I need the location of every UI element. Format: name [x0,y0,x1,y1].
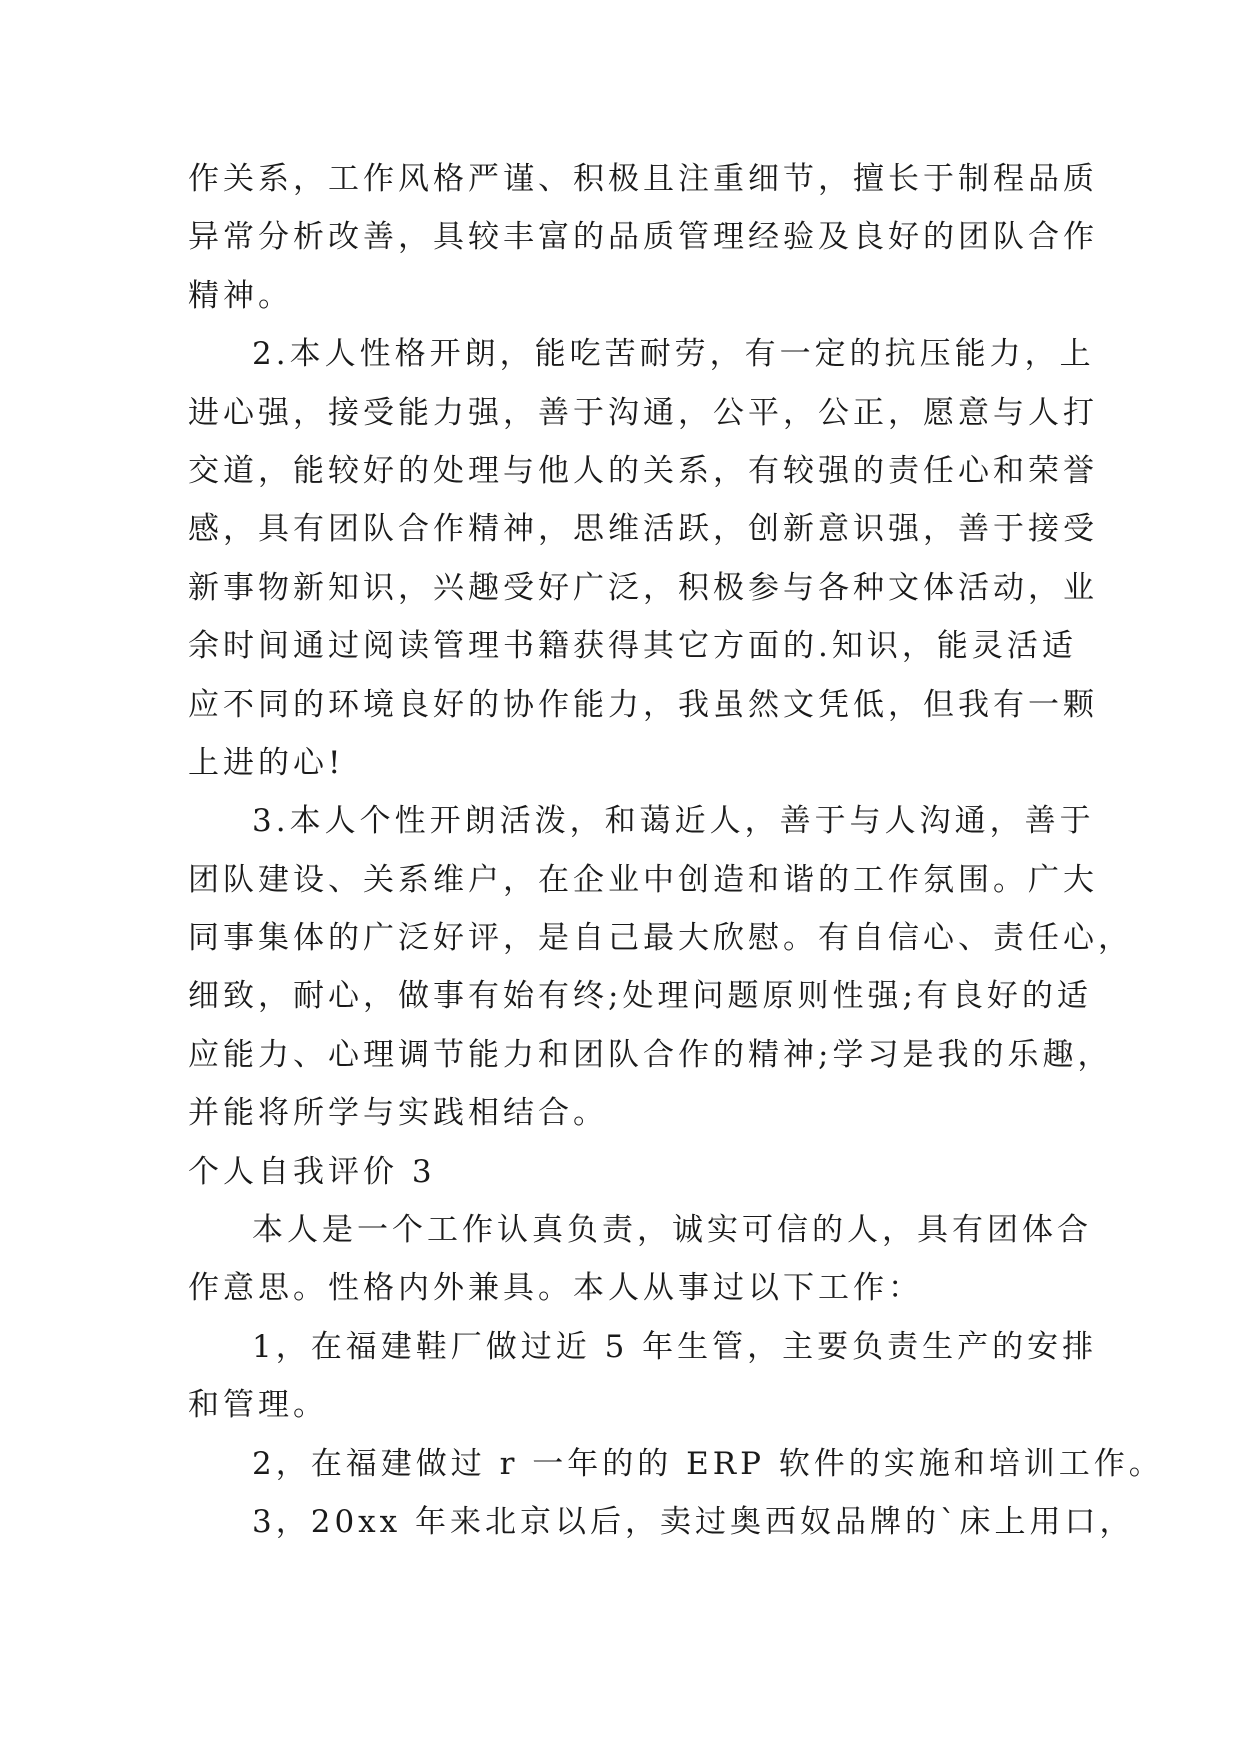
paragraph-line: 2.本人性格开朗，能吃苦耐劳，有一定的抗压能力，上 [252,336,1095,373]
paragraph-line: 2，在福建做过 r 一年的的 ERP 软件的实施和培训工作。 [252,1445,1164,1482]
paragraph-line: 作意思。性格内外兼具。本人从事过以下工作： [188,1270,923,1307]
paragraph-line: 本人是一个工作认真负责，诚实可信的人，具有团体合 [252,1212,1092,1249]
paragraph-line: 3.本人个性开朗活泼，和蔼近人，善于与人沟通，善于 [252,803,1095,840]
paragraph-line: 团队建设、关系维户，在企业中创造和谐的工作氛围。广大 [188,861,1098,898]
paragraph-line: 精神。 [188,277,293,314]
paragraph-line: 和管理。 [188,1387,328,1424]
paragraph-line: 作关系，工作风格严谨、积极且注重细节，擅长于制程品质 [188,161,1098,197]
paragraph-line: 细致，耐心，做事有始有终;处理问题原则性强;有良好的适 [188,978,1092,1015]
paragraph-line: 新事物新知识，兴趣受好广泛，积极参与各种文体活动，业 [188,569,1098,606]
paragraph-line: 同事集体的广泛好评，是自己最大欣慰。有自信心、责任心， [188,920,1133,957]
paragraph-line: 应不同的环境良好的协作能力，我虽然文凭低，但我有一颗 [188,686,1098,723]
paragraph-line: 感，具有团队合作精神，思维活跃，创新意识强，善于接受 [188,511,1098,548]
paragraph-line: 1，在福建鞋厂做过近 5 年生管，主要负责生产的安排 [252,1328,1098,1365]
paragraph-line: 余时间通过阅读管理书籍获得其它方面的.知识，能灵活适 [188,628,1077,665]
paragraph-line: 上进的心! [188,744,345,781]
document-body [188,150,1164,1551]
paragraph-line: 应能力、心理调节能力和团队合作的精神;学习是我的乐趣， [188,1036,1113,1073]
paragraph-line: 异常分析改善，具较丰富的品质管理经验及良好的团队合作 [188,219,1098,256]
section-heading: 个人自我评价 3 [188,1153,436,1190]
paragraph-line: 进心强，接受能力强，善于沟通，公平，公正，愿意与人打 [188,394,1098,431]
paragraph-line: 并能将所学与实践相结合。 [188,1095,608,1132]
paragraph-line: 交道，能较好的处理与他人的关系，有较强的责任心和荣誉 [188,452,1098,489]
paragraph-line: 3，20xx 年来北京以后，卖过奥西奴品牌的`床上用口， [252,1503,1135,1540]
